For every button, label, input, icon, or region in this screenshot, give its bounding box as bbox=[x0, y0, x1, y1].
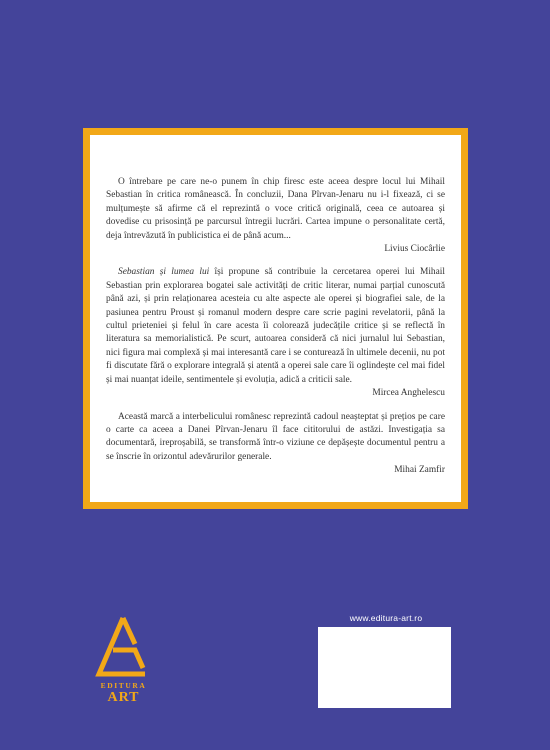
editura-art-triangle-logo-icon bbox=[91, 614, 156, 682]
publisher-website: www.editura-art.ro bbox=[349, 613, 423, 623]
publisher-logo bbox=[91, 614, 156, 724]
logo-editura-text: EDITURA bbox=[100, 681, 147, 690]
review-author-1: Livius Ciocârlie bbox=[384, 244, 445, 255]
review-paragraph-2 bbox=[106, 266, 445, 387]
review-paragraph-2-text: își propune să contribuie la cercetarea operei lui Mihail Sebastian prin explorarea bogatei sale activități de critic literar, numai parțial cunoscută până azi, și prin relaționarea acesteia cu alte aspecte ale operei și biografiei sale, de la pasiunea pentru Proust și romanul modern despre care scrie pagini revelatorii, până la cultul prieteniei și felul în care acesta îi colorează judecățile critice și se reflectă în literatura sa memorialistică. Pe scurt, autoarea consideră că nici jurnalul lui Sebastian, nici figura mai complexă și mai interesantă care i se conturează în ultimele decenii, nu pot fi discutate fără o explorare integrală și atentă a operei sale care îi oglindește cel mai fidel și mai nuanțat ideile, sentimentele și evoluția, adică a criticii sale. bbox=[106, 267, 445, 385]
book-title: Sebastian și lumea lui bbox=[118, 267, 210, 278]
review-paragraph-1: O întrebare pe care ne-o punem în chip firesc este aceea despre locul lui Mihail Sebastian în critica românească. În concluzii, Dana Pîrvan-Jenaru nu i-l fixează, ci se mulțumește să afirme că el reprezintă o voce critică originală, ceea ce autoarea și dovedise cu prisosință pe parcursul întregii lucrări. Cartea impune o personalitate certă, deja întrevăzută în publicistica ei de până acum... bbox=[106, 177, 445, 241]
review-author-2: Mircea Anghelescu bbox=[372, 388, 445, 399]
review-frame bbox=[83, 128, 468, 509]
barcode-area bbox=[318, 627, 451, 708]
review-text-block bbox=[106, 176, 445, 488]
review-author-3: Mihai Zamfir bbox=[394, 465, 445, 476]
review-paragraph-3: Această marcă a interbelicului românesc reprezintă cadoul neașteptat și prețios pe care o carte ca aceea a Danei Pîrvan-Jenaru îl face cititorului de astăzi. Investigația sa documentară, ireproșabilă, se transformă într-o viziune ce depășește documentul pentru a se înscrie în orizontul adevărurilor generale. bbox=[106, 411, 445, 462]
logo-art-text: ART bbox=[107, 690, 140, 705]
